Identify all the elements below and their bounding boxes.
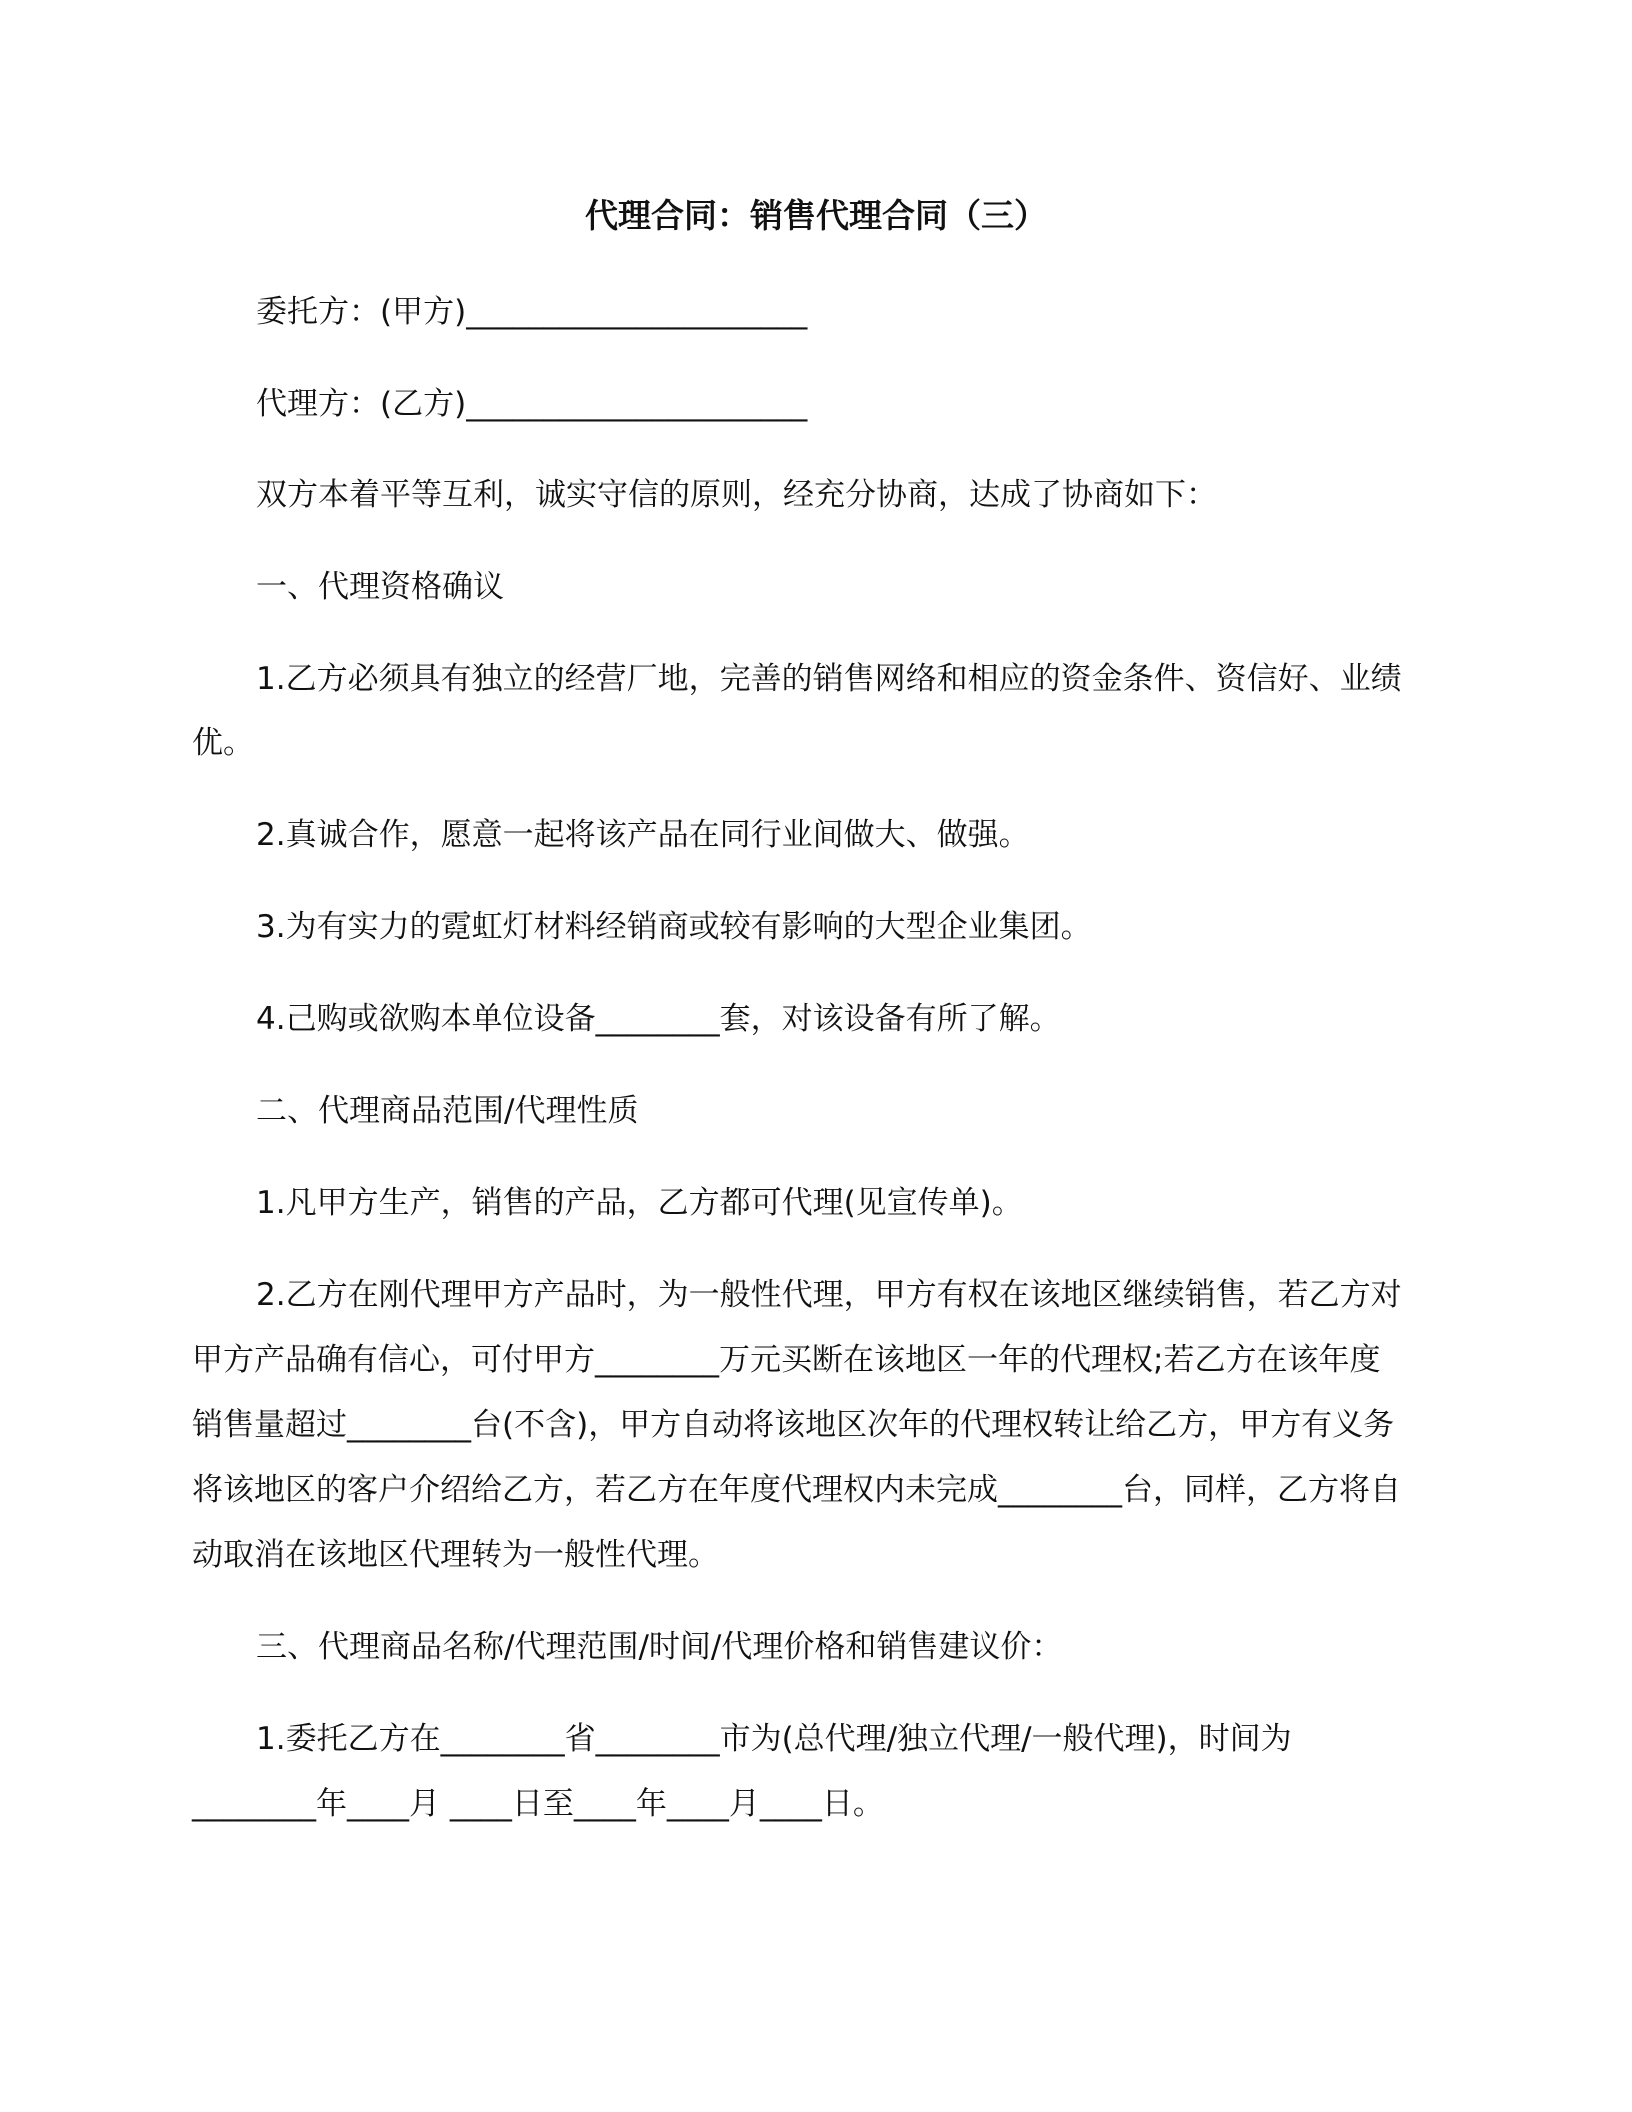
- clause-2-2-line-3: 销售量超过________台(不含)，甲方自动将该地区次年的代理权转让给乙方，甲方有义务: [192, 1407, 1395, 1443]
- clause-2-2-line-5: 动取消在该地区代理转为一般性代理。: [192, 1537, 719, 1573]
- clause-2-2-line-1: 2.乙方在刚代理甲方产品时，为一般性代理，甲方有权在该地区继续销售，若乙方对: [256, 1277, 1402, 1313]
- clause-1-1-line-1: 1.乙方必须具有独立的经营厂地，完善的销售网络和相应的资金条件、资信好、业绩: [256, 661, 1402, 697]
- preamble-paragraph: 双方本着平等互利，诚实守信的原则，经充分协商，达成了协商如下：: [256, 477, 1217, 513]
- clause-2-2-line-2: 甲方产品确有信心，可付甲方________万元买断在该地区一年的代理权;若乙方在该年度: [192, 1342, 1381, 1378]
- section-2-heading: 二、代理商品范围/代理性质: [256, 1093, 639, 1129]
- clause-2-1: 1.凡甲方生产，销售的产品，乙方都可代理(见宣传单)。: [256, 1185, 1023, 1221]
- principal-line: 委托方：(甲方)______________________: [256, 294, 808, 330]
- document-title: 代理合同：销售代理合同（三）: [585, 196, 1047, 235]
- clause-1-4: 4.己购或欲购本单位设备________套，对该设备有所了解。: [256, 1001, 1061, 1037]
- clause-3-1-line-2: ________年____月 ____日至____年____月____日。: [192, 1786, 884, 1822]
- clause-1-3: 3.为有实力的霓虹灯材料经销商或较有影响的大型企业集团。: [256, 909, 1092, 945]
- section-3-heading: 三、代理商品名称/代理范围/时间/代理价格和销售建议价：: [256, 1629, 1063, 1665]
- clause-1-1-line-2: 优。: [192, 725, 254, 761]
- clause-3-1-line-1: 1.委托乙方在________省________市为(总代理/独立代理/一般代理)，时间为: [256, 1721, 1292, 1757]
- agent-line: 代理方：(乙方)______________________: [256, 386, 808, 422]
- section-1-heading: 一、代理资格确议: [256, 569, 504, 605]
- clause-1-2: 2.真诚合作，愿意一起将该产品在同行业间做大、做强。: [256, 817, 1030, 853]
- clause-2-2-line-4: 将该地区的客户介绍给乙方，若乙方在年度代理权内未完成________台，同样，乙方将自: [192, 1472, 1401, 1508]
